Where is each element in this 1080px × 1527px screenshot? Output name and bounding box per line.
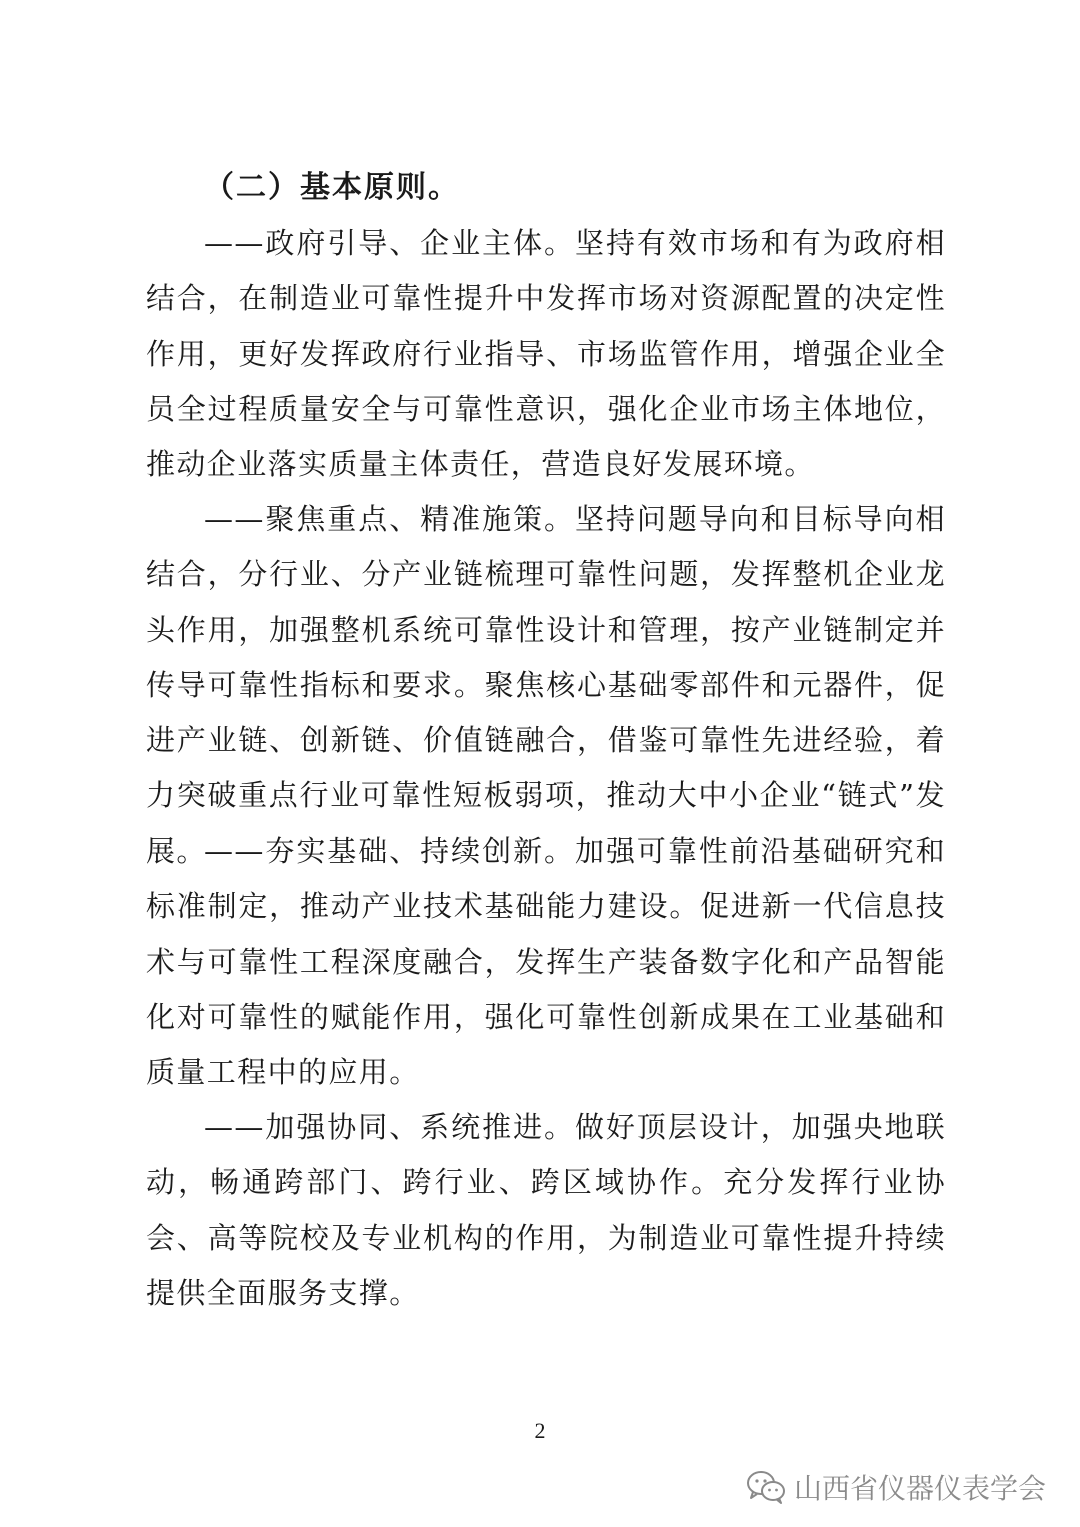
paragraph-4: ——加强协同、系统推进。做好顶层设计，加强央地联动，畅通跨部门、跨行业、跨区域协作。充分发挥行业协会、高等院校及专业机构的作用，为制造业可靠性提升持续提供全面服务支撑。 [146, 1110, 946, 1310]
page-number: 2 [534, 1418, 546, 1443]
watermark-text: 山西省仪器仪表学会 [793, 1472, 1046, 1505]
paragraph-3: ——夯实基础、持续创新。加强可靠性前沿基础研究和标准制定，推动产业技术基础能力建设。促进新一代信息技术与可靠性工程深度融合，发挥生产装备数字化和产品智能化对可靠性的赋能作用，强化可靠性创新成果在工业基础和质量工程中的应用。 [146, 834, 946, 1090]
account-watermark [746, 1467, 1046, 1507]
wechat-icon [746, 1470, 786, 1504]
paragraph-2: ——聚焦重点、精准施策。坚持问题导向和目标导向相结合，分行业、分产业链梳理可靠性问题，发挥整机企业龙头作用，加强整机系统可靠性设计和管理，按产业链制定并传导可靠性指标和要求。聚焦核心基础零部件和元器件，促进产业链、创新链、价值链融合，借鉴可靠性先进经验，着力突破重点行业可靠性短板弱项，推动大中小企业“链式”发展。 [146, 502, 946, 868]
paragraph-1: ——政府引导、企业主体。坚持有效市场和有为政府相结合，在制造业可靠性提升中发挥市场对资源配置的决定性作用，更好发挥政府行业指导、市场监管作用，增强企业全员全过程质量安全与可靠性意识，强化企业市场主体地位，推动企业落实质量主体责任，营造良好发展环境。 [146, 226, 946, 482]
section-heading: （二）基本原则。 [204, 170, 460, 205]
